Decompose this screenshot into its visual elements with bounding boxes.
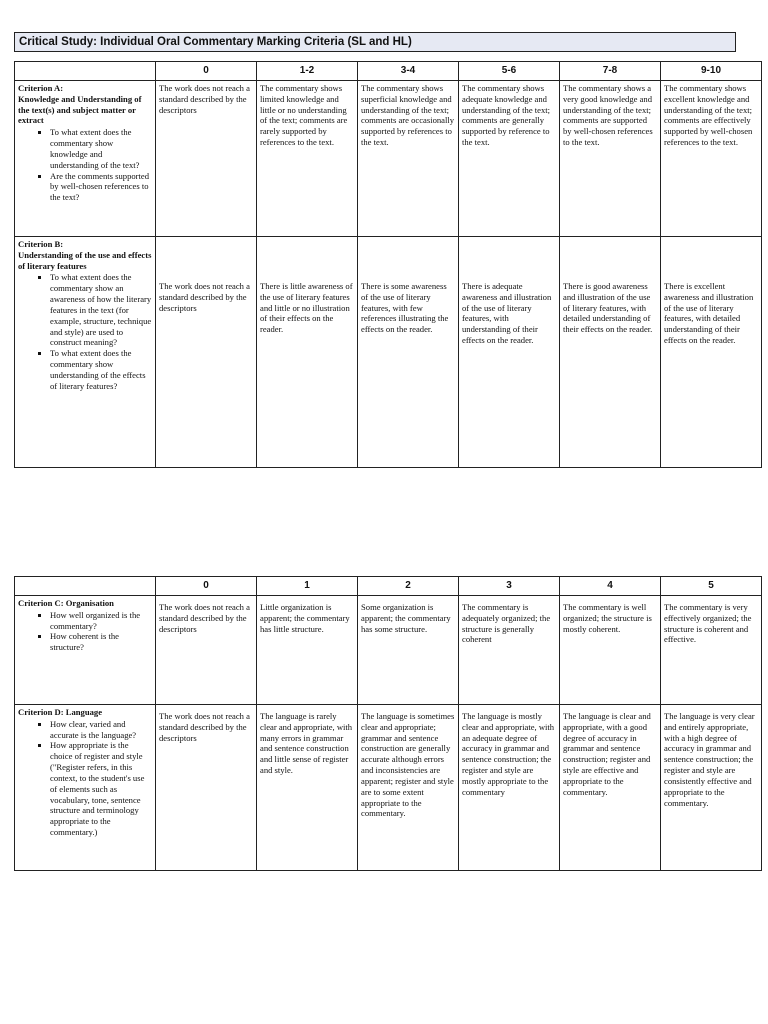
guiding-question: ▪ To what extent does the commentary show understanding of the effects of literary features? xyxy=(50,348,152,391)
table-header-row xyxy=(15,577,762,596)
descriptor-cell: The commentary shows a very good knowledge and understanding of the text; comments are supported by well-chosen references to the text. xyxy=(560,81,661,237)
guiding-question: ▪ How well organized is the commentary? xyxy=(50,610,152,632)
descriptor-cell: The commentary is adequately organized; the structure is generally coherent xyxy=(459,596,560,705)
guiding-question: ▪ How appropriate is the choice of register and style ("Register refers, in this context, to the student's use of elements such as vocabulary, tone, sentence structure and terminology appropriate to the commentary.) xyxy=(50,740,152,837)
descriptor-cell: The work does not reach a standard described by the descriptors xyxy=(156,237,257,468)
descriptor-cell: The commentary shows limited knowledge and little or no understanding of the text; comments are rarely supported by references to the text. xyxy=(257,81,358,237)
criterion-d-row xyxy=(15,705,762,871)
criterion-a-name: Criterion A: xyxy=(18,83,64,93)
descriptor-cell: The commentary is very effectively organized; the structure is coherent and effective. xyxy=(661,596,762,705)
rubric-table-2 xyxy=(14,576,762,871)
score-header: 4 xyxy=(560,577,661,596)
criterion-header-cell xyxy=(15,62,156,81)
descriptor-cell: The language is mostly clear and appropriate, with an adequate degree of accuracy in grammar and sentence construction; the register and style are mostly appropriate to the commentary xyxy=(459,705,560,871)
descriptor-cell: The commentary shows excellent knowledge and understanding of the text; comments are effectively supported by well-chosen references to the text. xyxy=(661,81,762,237)
descriptor-cell: The commentary shows adequate knowledge and understanding of the text; comments are generally supported by reference to the text. xyxy=(459,81,560,237)
guiding-question: ▪ How clear, varied and accurate is the language? xyxy=(50,719,152,741)
criterion-c-row xyxy=(15,596,762,705)
descriptor-cell: There is good awareness and illustration of the use of literary features, with detailed understanding of their effects on the reader. xyxy=(560,237,661,468)
criterion-a-row xyxy=(15,81,762,237)
descriptor-cell: The language is very clear and entirely appropriate, with a high degree of accuracy in grammar and sentence construction; the register and style are consistently effective and appropriate to the commentary. xyxy=(661,705,762,871)
score-header: 7-8 xyxy=(560,62,661,81)
criterion-c-cell xyxy=(15,596,156,705)
page-title: Critical Study: Individual Oral Commentary Marking Criteria (SL and HL) xyxy=(14,32,736,52)
criterion-a-cell xyxy=(15,81,156,237)
descriptor-cell: The language is clear and appropriate, with a good degree of accuracy in grammar and sentence construction; register and style are effective and appropriate to the commentary. xyxy=(560,705,661,871)
score-header: 0 xyxy=(156,577,257,596)
criterion-a-questions xyxy=(18,127,152,203)
descriptor-cell: The language is sometimes clear and appropriate; grammar and sentence construction are generally accurate although errors and inconsistencies are apparent; register and style are to some extent appropriate to the commentary. xyxy=(358,705,459,871)
criterion-d-cell xyxy=(15,705,156,871)
criterion-b-questions xyxy=(18,272,152,391)
rubric-table-1 xyxy=(14,61,762,468)
descriptor-cell: The work does not reach a standard described by the descriptors xyxy=(156,81,257,237)
descriptor-cell: There is little awareness of the use of literary features and little or no illustration of their effects on the reader. xyxy=(257,237,358,468)
descriptor-cell: Some organization is apparent; the commentary has some structure. xyxy=(358,596,459,705)
descriptor-cell: Little organization is apparent; the commentary has little structure. xyxy=(257,596,358,705)
guiding-question: ▪ How coherent is the structure? xyxy=(50,631,152,653)
score-header: 5 xyxy=(661,577,762,596)
descriptor-cell: The work does not reach a standard described by the descriptors xyxy=(156,705,257,871)
criterion-b-cell xyxy=(15,237,156,468)
descriptor-cell: The commentary shows superficial knowledge and understanding of the text; comments are occasionally supported by references to the text. xyxy=(358,81,459,237)
criterion-b-row xyxy=(15,237,762,468)
score-header: 1-2 xyxy=(257,62,358,81)
score-header: 3 xyxy=(459,577,560,596)
criterion-d-questions xyxy=(18,719,152,838)
score-header: 5-6 xyxy=(459,62,560,81)
descriptor-cell: The language is rarely clear and appropriate, with many errors in grammar and sentence construction and little sense of register and style. xyxy=(257,705,358,871)
descriptor-cell: There is adequate awareness and illustration of the use of literary features, with understanding of their effects on the reader. xyxy=(459,237,560,468)
table-header-row xyxy=(15,62,762,81)
criterion-d-name: Criterion D: Language xyxy=(18,707,103,717)
criterion-b-name: Criterion B: xyxy=(18,239,64,249)
criterion-header-cell xyxy=(15,577,156,596)
guiding-question: ▪ To what extent does the commentary show knowledge and understanding of the text? xyxy=(50,127,152,170)
descriptor-cell: There is some awareness of the use of literary features, with few references illustrating the effects on the reader. xyxy=(358,237,459,468)
guiding-question: ▪ To what extent does the commentary show an awareness of how the literary features in the text (for example, structure, technique and style) are used to construct meaning? xyxy=(50,272,152,348)
descriptor-cell: There is excellent awareness and illustration of the use of literary features, with detailed understanding of their effects on the reader. xyxy=(661,237,762,468)
criterion-c-name: Criterion C: Organisation xyxy=(18,598,114,608)
score-header: 1 xyxy=(257,577,358,596)
descriptor-cell: The commentary is well organized; the structure is mostly coherent. xyxy=(560,596,661,705)
criterion-c-questions xyxy=(18,610,152,653)
score-header: 2 xyxy=(358,577,459,596)
score-header: 0 xyxy=(156,62,257,81)
score-header: 9-10 xyxy=(661,62,762,81)
descriptor-cell: The work does not reach a standard described by the descriptors xyxy=(156,596,257,705)
score-header: 3-4 xyxy=(358,62,459,81)
guiding-question: ▪ Are the comments supported by well-chosen references to the text? xyxy=(50,171,152,203)
criterion-b-description: Understanding of the use and effects of literary features xyxy=(18,249,152,271)
criterion-a-description: Knowledge and Understanding of the text(s) and subject matter or extract xyxy=(18,93,142,126)
